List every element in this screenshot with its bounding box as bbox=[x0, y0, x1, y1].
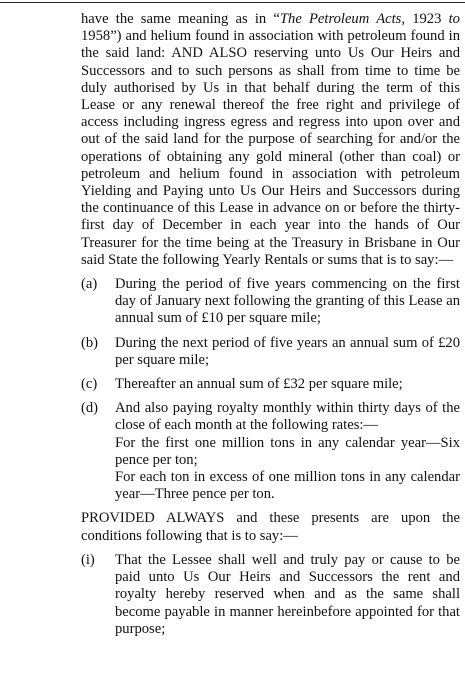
proviso-paragraph: PROVIDED ALWAYS and these presents are upon the conditions following that is to say:— bbox=[81, 510, 460, 544]
rentals-list bbox=[81, 276, 460, 503]
condition-body-i bbox=[115, 552, 460, 638]
royalty-rate-first-million: For the first one million tons in any calendar year—Six pence per ton; bbox=[115, 434, 460, 468]
rental-body-d bbox=[115, 400, 460, 503]
condition-item-i bbox=[81, 552, 460, 638]
rental-body-c bbox=[115, 376, 460, 393]
intro-text-part2: , 1923 bbox=[401, 11, 449, 27]
rental-text-d: And also paying royalty monthly within thirty days of the close of each month at the following rates:— bbox=[115, 400, 460, 434]
intro-text-part3: 1958”) and helium found in association with petroleum found in the said land: AND ALSO reserving unto Us Our Heirs and Successors and to such persons as shall from time to time be duly authorised by Us in that behalf during the term of this Lease or any renewal thereof the free right and privilege of access including ingress egress and regress into upon over and out of the said land for the purpose of searching for and/or the operations of obtaining any gold mineral (other than coal) or petroleum and helium found in association with petroleum Yielding and Paying unto Us Our Heirs and Successors during the continuance of this Lease in advance on or before the thirty-first day of December in each year into the hands of Our Treasurer for the time being at the Treasury in Brisbane in Our said State the following Yearly Rentals or sums that is to say:— bbox=[81, 28, 460, 268]
intro-paragraph bbox=[81, 11, 460, 269]
condition-text-i: That the Lessee shall well and truly pay or cause to be paid unto Us Our Heirs and Successors the rent and royalty hereby reserved when and as the same shall become payable in manner hereinbefore appointed for that purpose; bbox=[115, 551, 460, 637]
rental-item-b bbox=[81, 335, 460, 369]
rental-text-b: During the next period of five years an annual sum of £20 per square mile; bbox=[115, 334, 460, 368]
rental-item-d bbox=[81, 400, 460, 503]
rental-body-b bbox=[115, 335, 460, 369]
rental-label-d: (d) bbox=[81, 400, 99, 417]
condition-label-i: (i) bbox=[81, 551, 95, 568]
rental-label-a: (a) bbox=[81, 276, 98, 293]
rental-text-a: During the period of five years commencing on the first day of January next following the granting of this Lease an annual sum of £10 per square mile; bbox=[115, 276, 460, 327]
rental-item-a bbox=[81, 276, 460, 328]
act-title: The Petroleum Acts bbox=[279, 11, 402, 27]
royalty-rate-excess: For each ton in excess of one million tons in any calendar year—Three pence per ton. bbox=[115, 469, 460, 503]
rental-body-a bbox=[115, 276, 460, 328]
rental-text-c: Thereafter an annual sum of £32 per square mile; bbox=[115, 376, 403, 393]
intro-text-part1: have the same meaning as in “ bbox=[81, 11, 280, 27]
to-word: to bbox=[448, 11, 460, 27]
header-rule bbox=[0, 2, 465, 3]
rental-label-b: (b) bbox=[81, 334, 99, 351]
document-page bbox=[81, 11, 460, 645]
rental-label-c: (c) bbox=[81, 376, 98, 393]
rental-item-c bbox=[81, 376, 460, 393]
conditions-list bbox=[81, 552, 460, 638]
